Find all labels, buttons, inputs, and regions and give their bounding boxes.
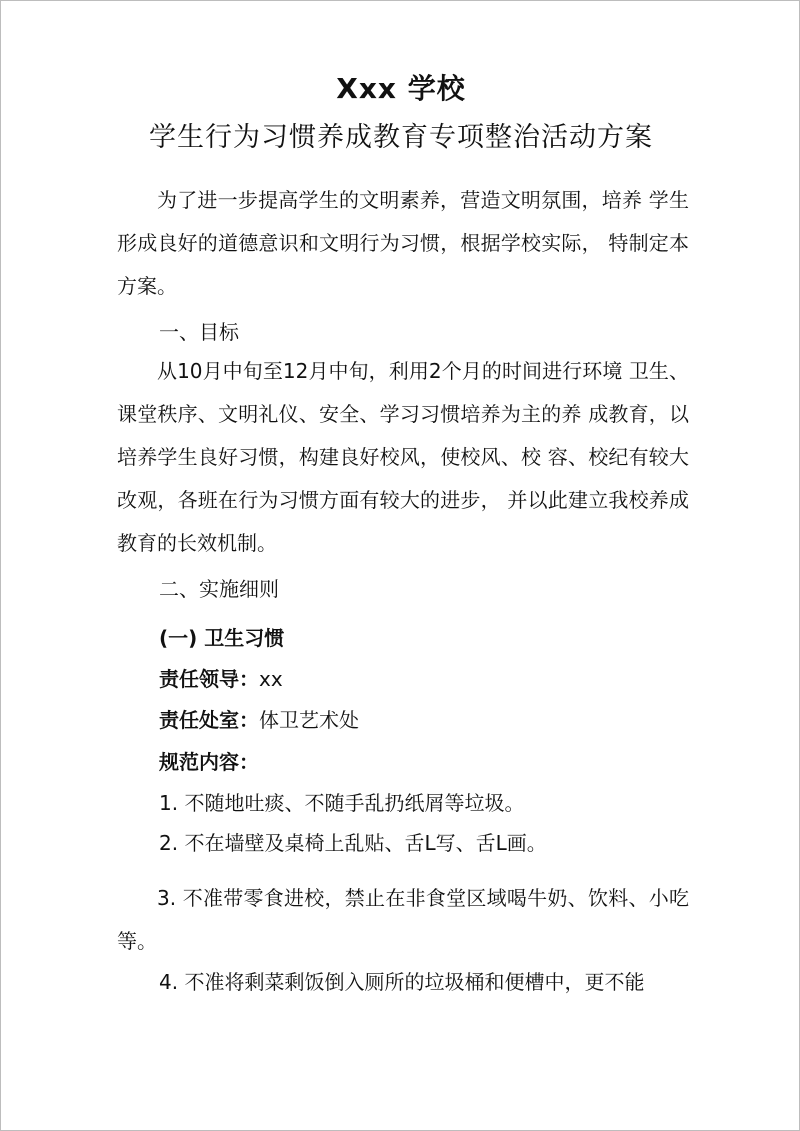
document-title: 学生行为习惯养成教育专项整治活动方案 [149, 122, 653, 153]
norm-item-2: 2. 不在墙壁及桌椅上乱贴、舌L写、舌L画。 [159, 831, 547, 855]
intro-paragraph: 为了进一步提高学生的文明素养，营造文明氛围，培养 学生形成良好的道德意识和文明行为习惯，根据学校实际， 特制定本方案。 [117, 188, 689, 298]
section-heading-implementation: 二、实施细则 [159, 577, 279, 601]
responsible-office-value: 体卫艺术处 [259, 708, 359, 732]
goals-paragraph: 从10月中旬至12月中旬，利用2个月的时间进行环境 卫生、课堂秩序、文明礼仪、安全、学习习惯培养为主的养 成教育，以培养学生良好习惯，构建良好校风，使校风、校 容、校纪有较大改观，各班在行为习惯方面有较大的进步， 并以此建立我校养成教育的长效机制。 [117, 359, 689, 555]
responsible-office-label: 责任处室： [159, 708, 259, 732]
subsection-heading-hygiene: (一) 卫生习惯 [159, 626, 285, 650]
norms-label: 规范内容： [159, 750, 259, 774]
responsible-leader-value: xx [259, 667, 283, 691]
responsible-office-row [159, 707, 359, 733]
responsible-leader-label: 责任领导： [159, 667, 259, 691]
school-title: Xxx 学校 [336, 72, 466, 105]
norm-item-4: 4. 不准将剩菜剩饭倒入厕所的垃圾桶和便槽中，更不能 [159, 970, 645, 994]
responsible-leader-row [159, 666, 283, 692]
norm-item-1: 1. 不随地吐痰、不随手乱扔纸屑等垃圾。 [159, 791, 525, 815]
norm-item-3: 3. 不准带零食进校，禁止在非食堂区域喝牛奶、饮料、小吃等。 [117, 886, 689, 953]
section-heading-goals: 一、目标 [159, 320, 239, 344]
